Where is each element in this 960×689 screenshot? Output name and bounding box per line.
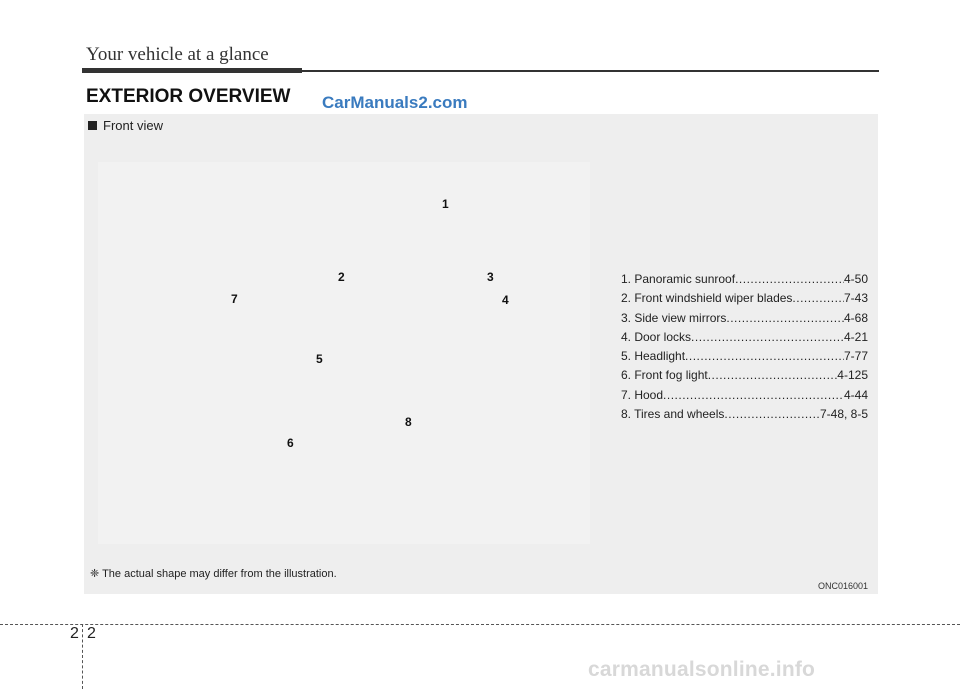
section-title: EXTERIOR OVERVIEW — [86, 86, 291, 107]
page-number-divider — [82, 624, 83, 689]
callout-2: 2 — [338, 270, 345, 284]
callout-3: 3 — [487, 270, 494, 284]
list-item: 6. Front fog light ..... 4-125 — [621, 366, 868, 385]
chapter-number: 2 — [70, 625, 79, 642]
dot-leader — [792, 289, 844, 308]
parts-list — [621, 270, 868, 424]
view-label-text: Front view — [103, 118, 163, 133]
dot-leader — [735, 270, 844, 289]
callout-4: 4 — [502, 293, 509, 307]
list-item: 7. Hood ..... 4-44 — [621, 386, 868, 405]
header-title: Your vehicle at a glance — [86, 44, 269, 65]
image-code: ONC016001 — [818, 581, 869, 591]
callout-6: 6 — [287, 436, 294, 450]
header-bar — [82, 68, 302, 73]
footer-divider — [0, 624, 960, 625]
dot-leader — [663, 386, 844, 405]
view-label — [88, 118, 163, 133]
dot-leader — [708, 366, 838, 385]
list-item: 4. Door locks ..... 4-21 — [621, 328, 868, 347]
header-rule — [302, 70, 879, 72]
illustration-note: ❈ The actual shape may differ from the illustration. — [90, 568, 337, 580]
vehicle-illustration — [98, 162, 590, 544]
callout-8: 8 — [405, 415, 412, 429]
list-item: 8. Tires and wheels ..... 7-48, 8-5 — [621, 405, 868, 424]
dot-leader — [691, 328, 844, 347]
callout-5: 5 — [316, 352, 323, 366]
page-number: 2 — [87, 625, 96, 642]
dot-leader — [726, 309, 844, 328]
watermark-link[interactable]: CarManuals2.com — [322, 93, 468, 112]
callout-7: 7 — [231, 292, 238, 306]
list-item: 1. Panoramic sunroof ..... 4-50 — [621, 270, 868, 289]
callout-1: 1 — [442, 197, 449, 211]
list-item: 5. Headlight ..... 7-77 — [621, 347, 868, 366]
dot-leader — [685, 347, 844, 366]
list-item: 2. Front windshield wiper blades ..... 7-43 — [621, 289, 868, 308]
square-bullet-icon — [88, 121, 97, 130]
list-item: 3. Side view mirrors ..... 4-68 — [621, 309, 868, 328]
dot-leader — [724, 405, 820, 424]
footer-watermark: carmanualsonline.info — [588, 658, 816, 681]
